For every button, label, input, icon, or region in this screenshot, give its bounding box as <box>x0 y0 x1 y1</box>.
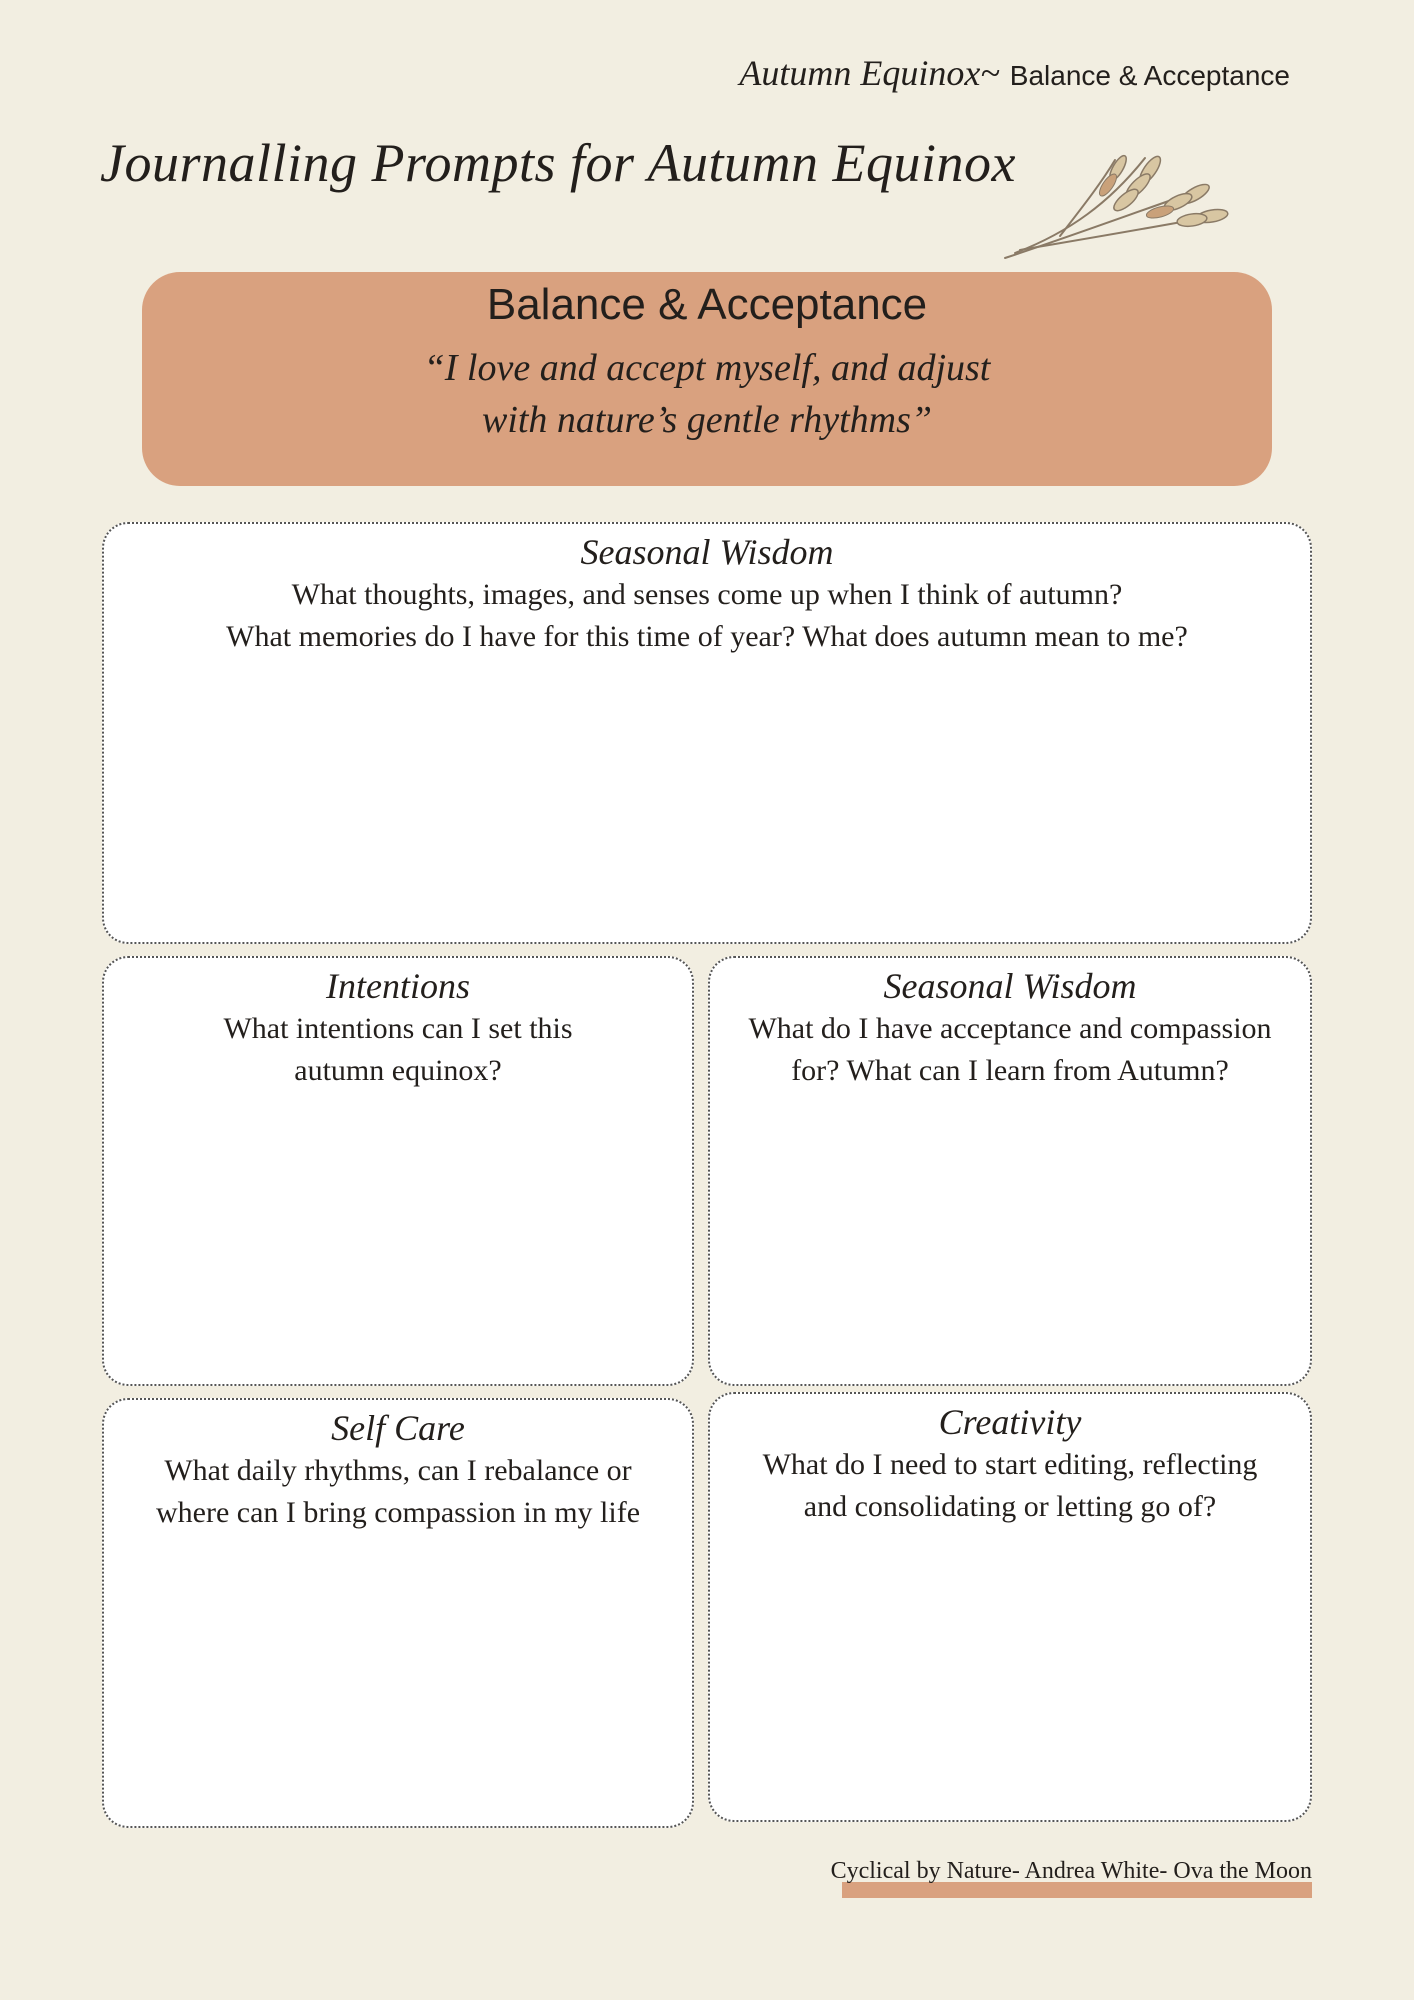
journal-box-intentions[interactable] <box>102 956 694 1386</box>
prompt-line: What memories do I have for this time of year? What does autumn mean to me? <box>226 620 1188 653</box>
prompt-line: What daily rhythms, can I rebalance or <box>164 1454 632 1487</box>
box-prompt <box>104 574 1310 658</box>
page-title: Journalling Prompts for Autumn Equinox <box>100 133 1016 193</box>
journal-box-self-care[interactable] <box>102 1398 694 1828</box>
wheat-sprig-icon <box>1000 140 1230 265</box>
page-header <box>739 52 1290 94</box>
box-title: Seasonal Wisdom <box>883 966 1137 1006</box>
prompt-line: for? What can I learn from Autumn? <box>791 1054 1229 1087</box>
header-season: Autumn Equinox~ <box>739 53 1000 93</box>
affirmation-banner <box>142 272 1272 486</box>
box-title: Creativity <box>938 1402 1082 1442</box>
box-title: Self Care <box>331 1408 465 1448</box>
box-prompt <box>104 1008 692 1092</box>
banner-title: Balance & Acceptance <box>486 280 928 329</box>
prompt-line: and consolidating or letting go of? <box>803 1490 1217 1523</box>
header-theme: Balance & Acceptance <box>1009 60 1290 91</box>
prompt-line: What do I need to start editing, reflecting <box>762 1448 1258 1481</box>
footer-credit: Cyclical by Nature- Andrea White- Ova the Moon <box>830 1858 1312 1884</box>
quote-line: “I love and accept myself, and adjust <box>423 347 991 389</box>
journal-box-seasonal-wisdom-1[interactable] <box>102 522 1312 944</box>
box-prompt <box>710 1444 1310 1528</box>
prompt-line: What do I have acceptance and compassion <box>748 1012 1272 1045</box>
page-footer <box>792 1858 1312 1898</box>
prompt-line: autumn equinox? <box>294 1054 502 1087</box>
box-prompt <box>104 1450 692 1534</box>
journal-box-seasonal-wisdom-2[interactable] <box>708 956 1312 1386</box>
box-title: Intentions <box>326 966 470 1006</box>
prompt-line: What thoughts, images, and senses come up when I think of autumn? <box>291 578 1123 611</box>
prompt-line: where can I bring compassion in my life <box>155 1496 641 1529</box>
quote-line: with nature’s gentle rhythms” <box>481 399 933 441</box>
prompt-line: What intentions can I set this <box>223 1012 573 1045</box>
box-title: Seasonal Wisdom <box>580 532 834 572</box>
affirmation-quote <box>142 342 1272 446</box>
box-prompt <box>710 1008 1310 1092</box>
journal-box-creativity[interactable] <box>708 1392 1312 1822</box>
